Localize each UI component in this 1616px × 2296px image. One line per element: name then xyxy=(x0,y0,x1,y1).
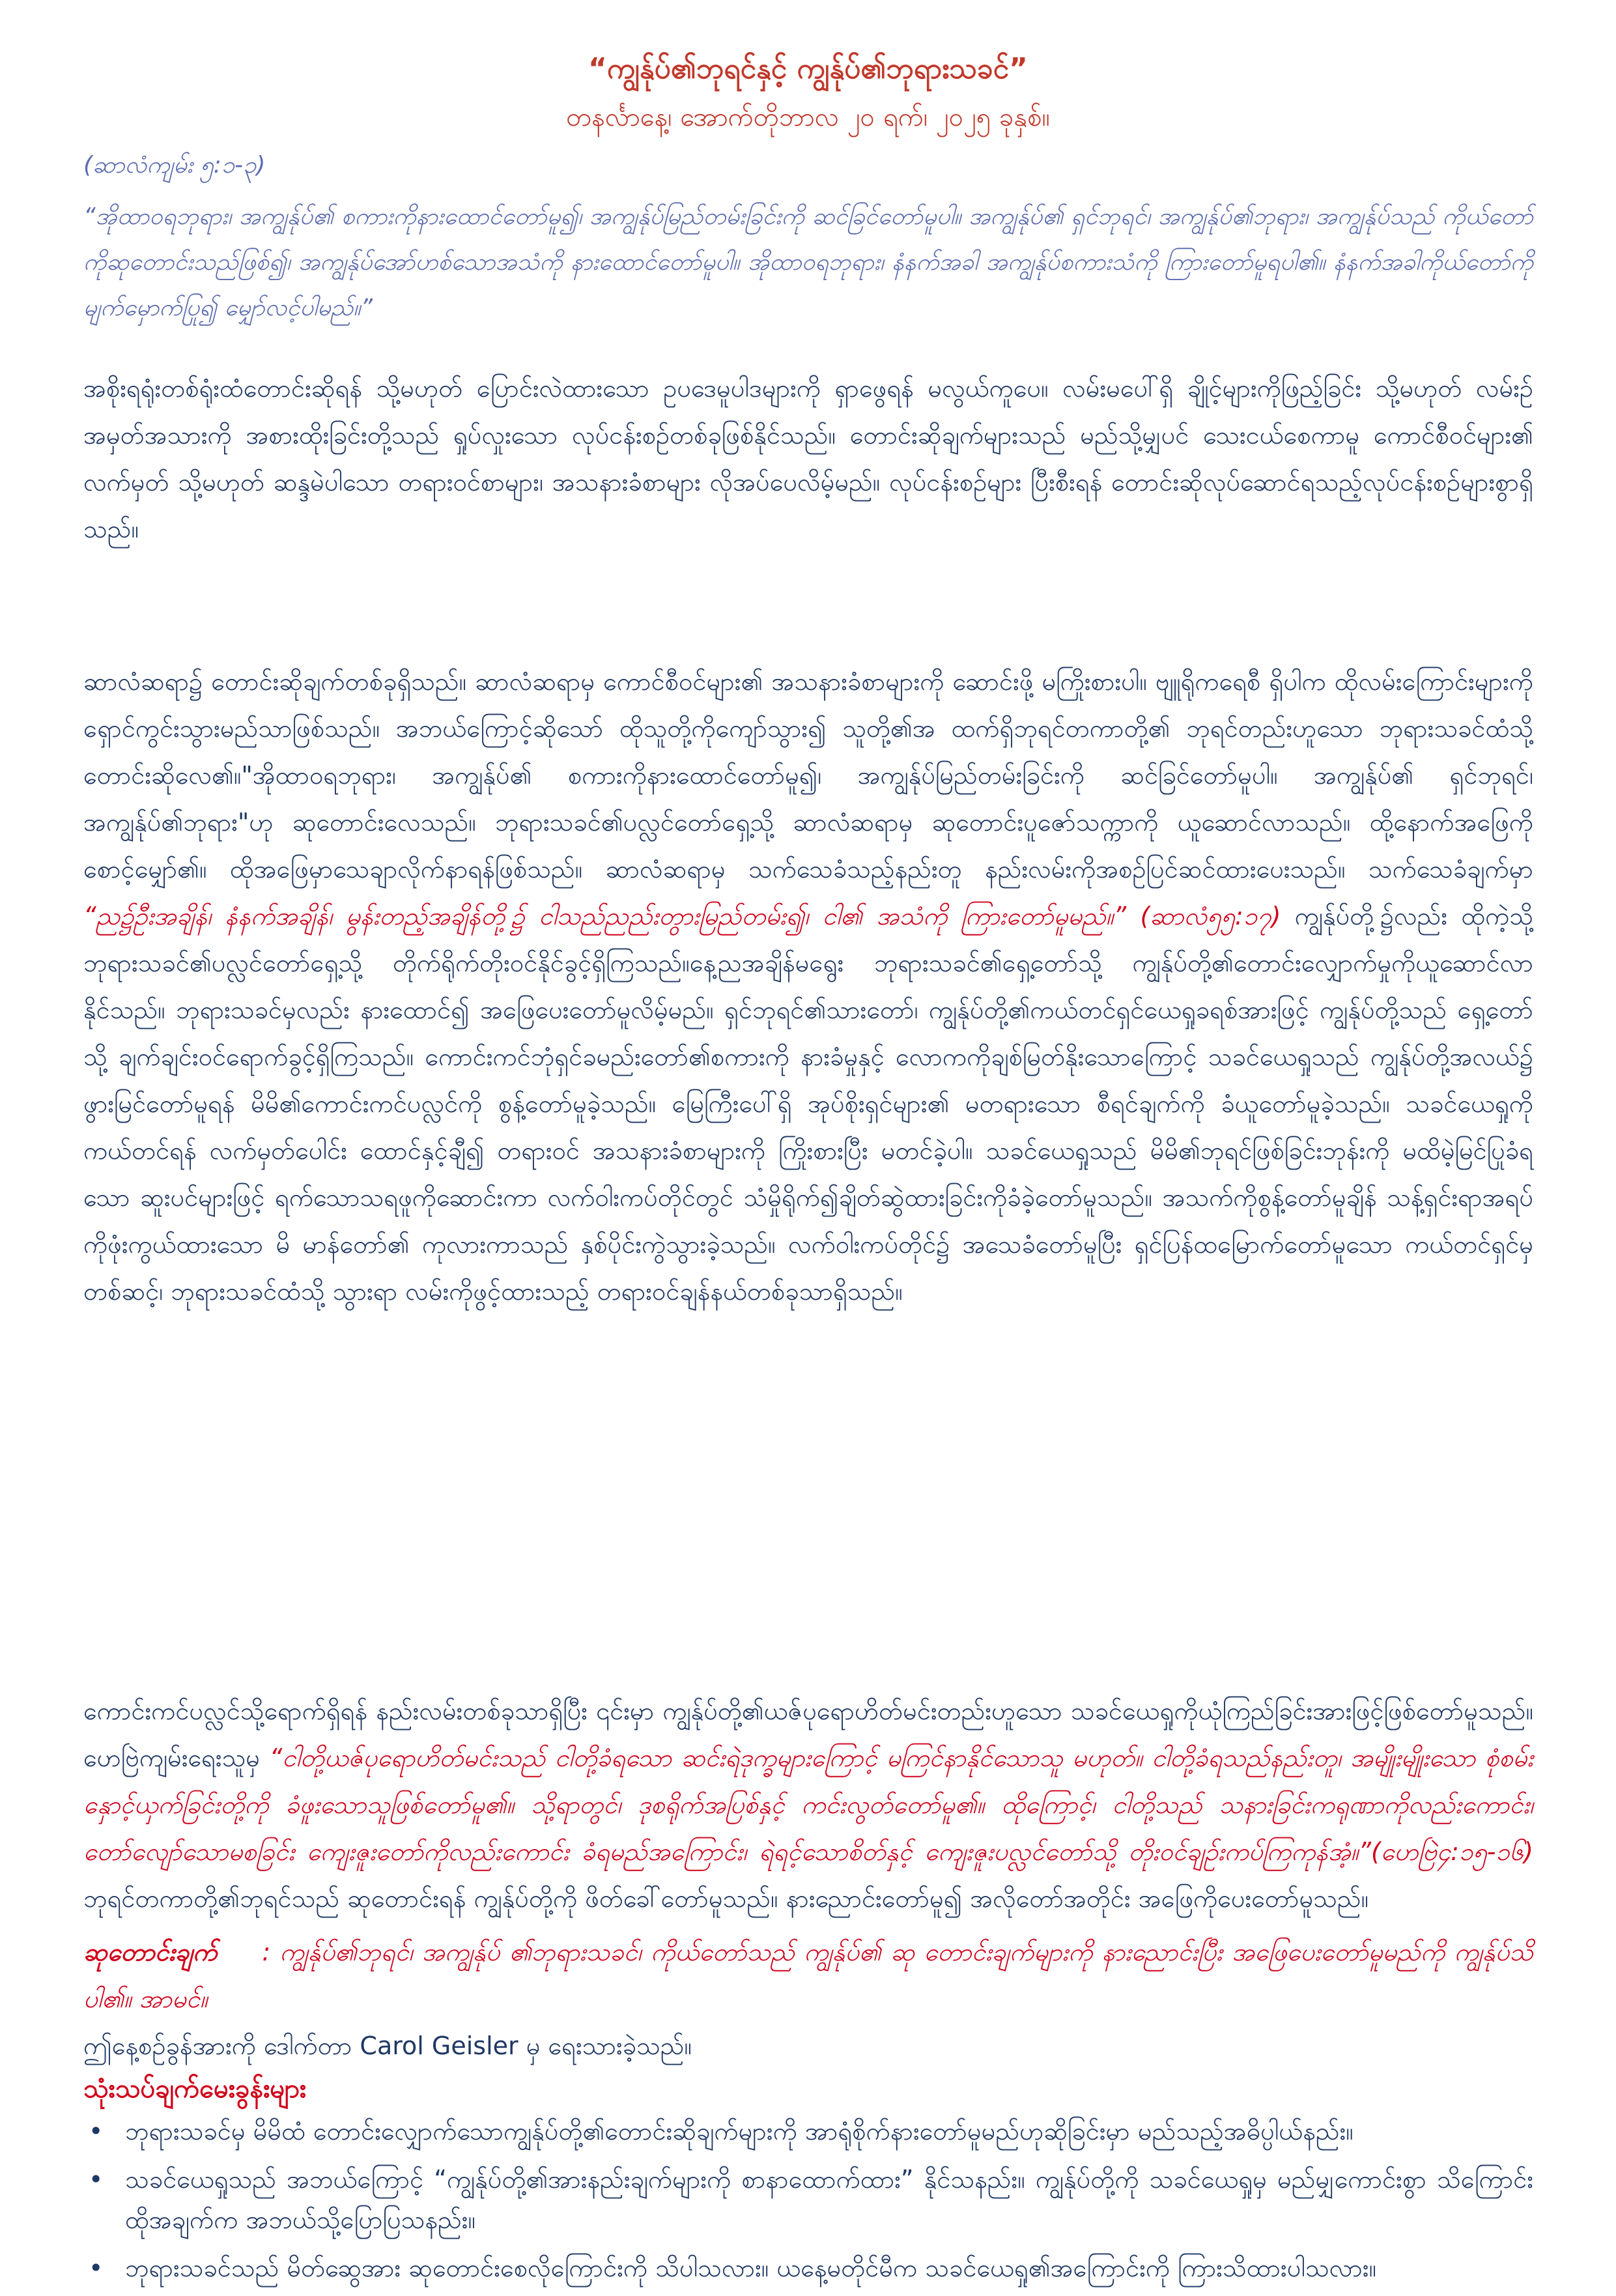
body-paragraph-1: အစိုးရရုံးတစ်ရုံးထံတောင်းဆိုရန် သို့မဟုတ် ပြောင်းလဲထားသော ဥပဒေမူပါဒများကို ရှာဖွေရန် မလွယ်ကူပေ။ လမ်းမပေါ်ရှိ ချိုင့်များကိုဖြည့်ခြင်း သို့မဟုတ် လမ်းဥ်အမှတ်အသားကို အစားထိုးခြင်းတို့သည် ရှုပ်လှုးသော လုပ်ငန်းစဉ်တစ်ခုဖြစ်နိုင်သည်။ တောင်းဆိုချက်များသည် မည်သို့မျှပင် သေးငယ်စေကာမူ ကောင်စီဝင်များ၏ လက်မှတ် သို့မဟုတ် ဆန္ဒမဲပါသော တရားဝင်စာများ၊ အသနားခံစာများ လိုအပ်ပေလိမ့်မည်။ လုပ်ငန်းစဉ်များ ပြီးစီးရန် တောင်းဆိုလုပ်ဆောင်ရသည့်လုပ်ငန်းစဉ်များစွာရှိသည်။ xyxy=(83,374,1533,543)
date-line: တနင်္လာနေ့၊ အောက်တိုဘာလ ၂၀ ရက်၊ ၂၀၂၅ ခုနှစ်။ xyxy=(566,102,1050,132)
questions-heading: သုံးသပ်ချက်မေးခွန်းများ xyxy=(83,2074,307,2104)
paragraph-2-text-b: ကျွန်ုပ်တို့၌လည်း ထိုကဲ့သို့ ဘုရားသခင်၏ပလ္လင်တော်ရှေ့သို့ တိုက်ရိုက်တိုးဝင်နိုင်ခွင့်ရှိကြသည်။နေ့ညအချိန်မရွေး ဘုရားသခင်၏ရှေ့တော်သို့ ကျွန်ုပ်တို့၏တောင်းလျှောက်မှုကိုယူဆောင်လာနိုင်သည်။ ဘုရားသခင်မှလည်း နားထောင်၍ အဖြေပေးတော်မူလိမ့်မည်။ ရှင်ဘုရင်၏သားတော်၊ ကျွန်ုပ်တို့၏ကယ်တင်ရှင်ယေရှုခရစ်အားဖြင့် ကျွန်ုပ်တို့သည် ရှေ့တော်သို့ ချက်ချင်းဝင်ရောက်ခွင့်ရှိကြသည်။ ကောင်းကင်ဘုံရှင်ခမည်းတော်၏စကားကို နားခံမှုနှင့် လောကကိုချစ်မြတ်နိုးသောကြောင့် သခင်ယေရှုသည် ကျွန်ုပ်တို့အလယ်၌ ဖွားမြင်တော်မူရန် မိမိ၏ကောင်းကင်ပလ္လင်ကို စွန့်တော်မူခဲ့သည်။ မြေကြီးပေါ်ရှိ အုပ်စိုးရှင်များ၏ မတရားသော စီရင်ချက်ကို ခံယူတော်မူခဲ့သည်။ သခင်ယေရှုကိုကယ်တင်ရန် လက်မှတ်ပေါင်း ထောင်နှင့်ချီ၍ တရားဝင် အသနားခံစာများကို ကြိုးစားပြီး မတင်ခဲ့ပါ။ သခင်ယေရှုသည် မိမိ၏ဘုရင်ဖြစ်ခြင်းဘုန်းကို မထိမဲ့မြင်ပြုခံရသော ဆူးပင်များဖြင့် ရက်သောသရဖူကိုဆောင်းကာ လက်ဝါးကပ်တိုင်တွင် သံမှိုရိုက်၍ချိတ်ဆွဲထားခြင်းကိုခံခဲ့တော်မူသည်။ အသက်ကိုစွန့်တော်မူချိန် သန့်ရှင်းရာအရပ်ကိုဖုံးကွယ်ထားသော မိ မာန်တော်၏ ကုလားကာသည် နှစ်ပိုင်းကွဲသွားခဲ့သည်။ လက်ဝါးကပ်တိုင်၌ အသေခံတော်မူပြီး ရှင်ပြန်ထမြောက်တော်မူသော ကယ်တင်ရှင်မှတစ်ဆင့်၊ ဘုရားသခင်ထံသို့ သွားရာ လမ်းကိုဖွင့်ထားသည့် တရားဝင်ချန်နယ်တစ်ခုသာရှိသည်။ xyxy=(83,902,1534,1306)
list-item xyxy=(83,2159,1533,2240)
question-text: ဘုရားသခင်သည် မိတ်ဆွေအား ဆုတောင်းစေလိုကြောင်းကို သိပါသလား။ ယနေ့မတိုင်မီက သခင်ယေရှု၏အကြောင်းကို ကြားသိထားပါသလား။ xyxy=(125,2254,1377,2282)
list-item xyxy=(83,2111,1533,2151)
prayer-text: : ကျွန်ုပ်၏ဘုရင်၊ အကျွန်ုပ် ၏ဘုရားသခင်၊ ကိုယ်တော်သည် ကျွန်ုပ်၏ ဆု တောင်းချက်များကို နားညောင်းပြီး အဖြေပေးတော်မူမည်ကို ကျွန်ုပ်သိပါ၏။ အာမင်။ xyxy=(83,1938,1533,2013)
paragraph-2-text-a: ဆာလံဆရာ၌ တောင်းဆိုချက်တစ်ခုရှိသည်။ ဆာလံဆရာမှ ကောင်စီဝင်များ၏ အသနားခံစာများကို ဆောင်းဖို့ မကြိုးစားပါ။ ဗျူရိုကရေစီ ရှိပါက ထိုလမ်းကြောင်းများကို ရှောင်ကွင်းသွားမည်သာဖြစ်သည်။ အဘယ်ကြောင့်ဆိုသော် ထိုသူတို့ကိုကျော်သွား၍ သူတို့၏အ ထက်ရှိဘုရင်တကာတို့၏ ဘုရင်တည်းဟူသော ဘုရားသခင်ထံသို့ တောင်းဆိုလေ၏။"အိုထာဝရဘုရား၊ အကျွန်ုပ်၏ စကားကိုနားထောင်တော်မူ၍၊ အကျွန်ုပ်မြည်တမ်းခြင်းကို ဆင်ခြင်တော်မူပါ။ အကျွန်ုပ်၏ ရှင်ဘုရင်၊ အကျွန်ုပ်၏ဘုရား"ဟု ဆုတောင်းလေသည်။ ဘုရားသခင်၏ပလ္လင်တော်ရှေ့သို့ ဆာလံဆရာမှ ဆုတောင်းပူဇော်သက္ကာကို ယူဆောင်လာသည်။ ထို့နောက်အဖြေကိုစောင့်မျှော်၏။ ထိုအဖြေမှာသေချာလိုက်နာရန်ဖြစ်သည်။ ဆာလံဆရာမှ သက်သေခံသည့်နည်းတူ နည်းလမ်းကိုအစဉ်ပြင်ဆင်ထားပေးသည်။ သက်သေခံချက်မှာ xyxy=(83,667,1533,883)
body-paragraph-3 xyxy=(83,1687,1533,1922)
question-text: သခင်ယေရှုသည် အဘယ်ကြောင့် “ကျွန်ုပ်တို့၏အားနည်းချက်များကို စာနာထောက်ထား” နိုင်သနည်း။ ကျွန်ုပ်တို့ကို သခင်ယေရှုမှ မည်မျှကောင်းစွာ သိကြောင်း ထိုအချက်က အဘယ်သို့ပြောပြသနည်း။ xyxy=(125,2165,1533,2234)
bullet-icon: • xyxy=(89,2165,104,2194)
list-item xyxy=(83,2248,1533,2288)
bullet-icon: • xyxy=(89,2254,104,2282)
scripture-quote: “အိုထာဝရဘုရား၊ အကျွန်ုပ်၏ စကားကိုနားထောင်တော်မူ၍၊ အကျွန်ုပ်မြည်တမ်းခြင်းကို ဆင်ခြင်တော်မူပါ။ အကျွန်ုပ်၏ ရှင်ဘုရင်၊ အကျွန်ုပ်၏ဘုရား၊ အကျွန်ုပ်သည် ကိုယ်တော်ကိုဆုတောင်းသည်ဖြစ်၍၊ အကျွန်ုပ်အော်ဟစ်သောအသံကို နားထောင်တော်မူပါ။ အိုထာဝရဘုရား၊ နံနက်အခါ အကျွန်ုပ်စကားသံကို ကြားတော်မူရပါ၏။ နံနက်အခါကိုယ်တော်ကို မျက်မှောက်ပြု၍ မျှော်လင့်ပါမည်။” xyxy=(83,203,1534,321)
page-title: “ကျွန်ုပ်၏ဘုရင်နှင့် ကျွန်ုပ်၏ဘုရားသခင်” xyxy=(588,52,1028,85)
paragraph-2-quote: “ည၌ဦးအချိန်၊ နံနက်အချိန်၊ မွန်းတည့်အချိန်တို့၌ ငါသည်ညည်းတွားမြည်တမ်း၍၊ ငါ၏ အသံကို ကြားတော်မူမည်။” (ဆာလံ၅၅:၁၇) xyxy=(83,902,1281,930)
question-text: ဘုရားသခင်မှ မိမိထံ တောင်းလျှောက်သောကျွန်ုပ်တို့၏တောင်းဆိုချက်များကို အာရုံစိုက်နားတော်မူမည်ဟုဆိုခြင်းမှာ မည်သည့်အဓိပ္ပါယ်နည်း။ xyxy=(125,2117,1354,2145)
prayer-block xyxy=(83,1929,1533,2022)
scripture-reference: (ဆာလံကျမ်း ၅:၁-၃) xyxy=(83,152,266,179)
reflection-questions-list xyxy=(83,2111,1533,2296)
body-paragraph-2 xyxy=(83,658,1533,1315)
paragraph-3-text-b: ဘုရင်တကာတို့၏ဘုရင်သည် ဆုတောင်းရန် ကျွန်ုပ်တို့ကို ဖိတ်ခေါ်တော်မူသည်။ နားညောင်းတော်မူ၍ အလိုတော်အတိုင်း အဖြေကိုပေးတော်မူသည်။ xyxy=(83,1884,1369,1913)
paragraph-3-quote: “ငါတို့ယဇ်ပုရောဟိတ်မင်းသည် ငါတို့ခံရသော ဆင်းရဲဒုက္ခများကြောင့် မကြင်နာနိုင်သောသူ မဟုတ်။ ငါတို့ခံရသည်နည်းတူ၊ အမျိုးမျိုးသော စုံစမ်းနှောင့်ယှက်ခြင်းတို့ကို ခံဖူးသောသူဖြစ်တော်မူ၏။ သို့ရာတွင်၊ ဒုစရိုက်အပြစ်နှင့် ကင်းလွတ်တော်မူ၏။ ထိုကြောင့်၊ ငါတို့သည် သနားခြင်းကရုဏာကိုလည်းကောင်း၊ တော်လျော်သောမစခြင်း ကျေးဇူးတော်ကိုလည်းကောင်း ခံရမည်အကြောင်း၊ ရဲရင့်သောစိတ်နှင့် ကျေးဇူးပလ္လင်တော်သို့ တိုးဝင်ချဉ်းကပ်ကြကုန်အံ့။”(ဟေဗြဲ၄:၁၅-၁၆) xyxy=(83,1744,1533,1866)
paragraph-3-text-a: ကောင်းကင်ပလ္လင်သို့ရောက်ရှိရန် နည်းလမ်းတစ်ခုသာရှိပြီး ၎င်းမှာ ကျွန်ုပ်တို့၏ယဇ်ပုရောဟိတ်မင်းတည်းဟူသော သခင်ယေရှုကိုယုံကြည်ခြင်းအားဖြင့်ဖြစ်တော်မူသည်။ ဟေဗြဲကျမ်းရေးသူမှ xyxy=(83,1697,1533,1772)
bullet-icon: • xyxy=(89,2117,104,2145)
author-credit: ဤနေ့စဉ်ခွန်အားကို ဒေါက်တာ Carol Geisler မှ ရေးသားခဲ့သည်။ xyxy=(83,2031,692,2060)
prayer-label: ဆုတောင်းချက် xyxy=(83,1938,218,1966)
